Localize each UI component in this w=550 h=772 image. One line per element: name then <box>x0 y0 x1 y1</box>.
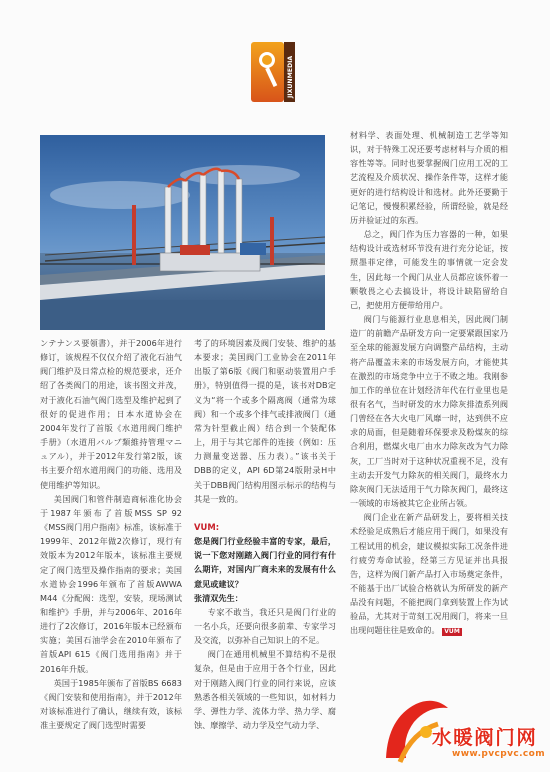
end-mark: VUM <box>444 628 460 636</box>
paragraph: 阀门在通用机械里不算结构不是很复杂，但是由于应用于各个行业，因此对于刚踏入阀门行业的同行来说，应该熟悉各相关领域的一些知识，如材料力学、弹性力学、流体力学、热力学、腐蚀、摩擦学、动力学及空气动力学、 <box>194 649 336 731</box>
paragraph: ンテナンス要領書），并于2006年进行修订，该规程不仅仅介绍了液化石油气阀门维护及日常点检的规范要求，还介绍了各类阀门的用途，该书图文并茂，对于液化石油气阀门选型及维护起到了很好的促进作用；日本水道协会在2004年发行了首版《水道用阀门维护手册》（水道用バルブ類維持管理マニュアル），并于2012年发行第2版，该书主要介绍水道用阀门的功能、选用及使用维护等知识。 <box>40 338 182 490</box>
paragraph: 美国阀门和管件制造商标准化协会于1987年颁布了首版MSS SP 92《MSS阀门用户指南》标准，该标准于1999年、2012年做2次修订，现行有效版本为2012年版本，该标准主要规定了阀门选型及操作指南的要求；美国水道协会1996年颁布了首版AWWA M44《分配阀：选型，安装，现场测试和维护》手册，并与2006年、2016年进行了2次修订，2016年版本已经颁布实施；美国石油学会在2010年颁布了首版API 615《阀门选用指南》并于2016年升版。 <box>40 493 182 674</box>
text-column-middle <box>194 336 336 732</box>
watermark-title: 水暖阀门网 <box>432 726 538 749</box>
text-column-left <box>40 336 182 732</box>
paragraph: 英国于1985年颁布了首版BS 6683《阀门安装和使用指南》，并于2012年对该标准进行了确认，继续有效，该标准主要规定了阀门选型时需要 <box>40 677 182 731</box>
interview-question: 您是阀门行业经验丰富的专家，最后，说一下您对刚踏入阀门行业的同行有什么期许，对国内厂商未来的发展有什么意见或建议？ <box>194 536 336 589</box>
paragraph: 考了的环境因素及阀门安装、维护的基本要求；美国阀门工业协会在2011年出版了第6版《阀门和驱动装置用户手册》，特别值得一提的是，该书对DB定义为“将一个或多个隔离阀（通常为球阀）和一个或多个排气或排液阀门（通常为针型截止阀）结合到一个装配体上，用于与其它部件的连接（例如：压力测量变送器、压力表）。”该书关于DBB的定义，API 6D第24版附录H中关于DBB阀门结构用图示标示的结构与其是一致的。 <box>194 338 336 504</box>
paragraph: 总之，阀门作为压力容器的一种，如果结构设计或选材环节没有进行充分论证，按照墨菲定律，可能发生的事情就一定会发生，因此每一个阀门从业人员都应该怀着一颗敬畏之心去搞设计，将设计缺陷留给自己，把使用方便带给用户。 <box>350 229 508 310</box>
interviewee-label: 张清双先生： <box>194 592 243 603</box>
paragraph: 阀门与能源行业息息相关，因此阀门制造厂的前瞻产品研发方向一定要紧跟国家乃至全球的能源发展方向调整产品结构，主动将产品覆盖未来的市场发展方向，才能使其在激烈的市场竞争中立于不败之地。我刚参加工作的单位在计划经济年代在行业里也是很有名气，当时研发的水力除灰排渣系列阀门曾经在各大火电厂风靡一时，达到供不应求的局面，但是随着环保要求及粉煤灰的综合利用，燃煤火电厂由水力除灰改为气力除灰，工厂当时对于这种状况重视不足，没有主动去开发气力除灰的相关阀门，最终水力除灰阀门无法适用于气力除灰阀门，最终这一领域的市场被其它企业所占领。 <box>350 314 508 509</box>
paragraph <box>350 510 508 637</box>
jixunmedia-logo <box>248 40 298 106</box>
text-column-right <box>350 128 508 638</box>
paragraph: 专家不敢当，我还只是阀门行业的一名小兵，还要向很多前辈、专家学习及交流，以弥补自己知识上的不足。 <box>194 606 336 646</box>
paragraph: 材料学、表面处理、机械制造工艺学等知识，对于特殊工况还要考虑材料与介质的相容性等等。同时也要掌握阀门应用工况的工艺流程及介质状况、操作条件等，这样才能更好的进行结构设计和选材。此外还要勤于记笔记，慢慢积累经验，所谓经验，就是经历并验证过的东西。 <box>350 130 508 225</box>
oil-terminal-photo <box>40 135 325 330</box>
interviewer-label: VUM: <box>194 521 220 532</box>
paragraph-text: 阀门企业在新产品研发上，要将相关技术经验足成熟后才能应用于阀门，如果没有工程试用的机会，建议模拟实际工况条件进行疲劳寿命试验，经第三方见证并出具报告，这样为阀门新产品打入市场奠定条件，不能基于出厂试验合格就认为所研发的新产品没有问题，不能把阀门拿到装置上作为试验品，尤其对于苛刻工况用阀门，将来一旦出现问题往往是致命的。 <box>350 512 508 636</box>
watermark-url: www.pvcpvc.com <box>452 749 545 759</box>
logo-text: JIXUNMEDIA <box>287 55 294 98</box>
